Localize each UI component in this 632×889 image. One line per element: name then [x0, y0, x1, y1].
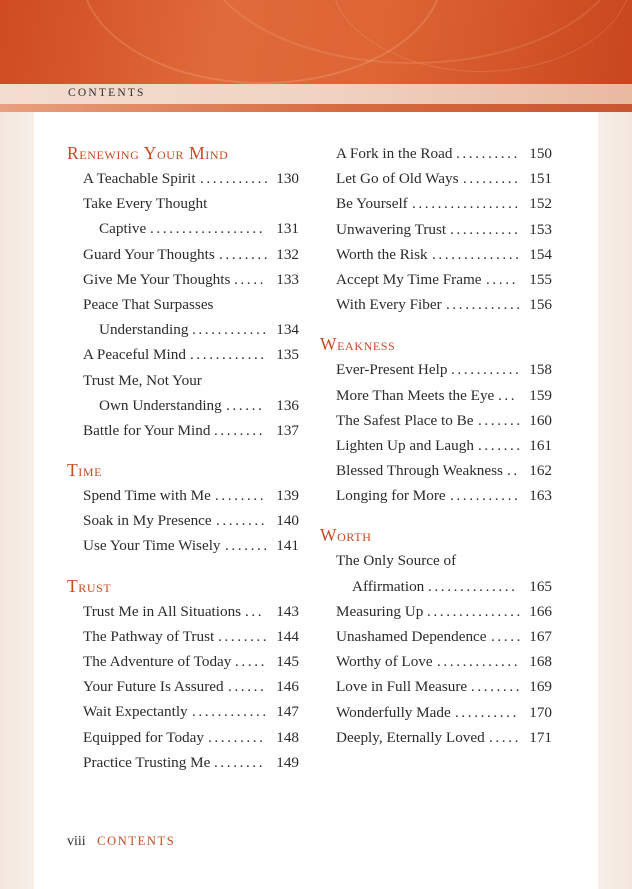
toc-entry[interactable]	[320, 383, 552, 408]
toc-entry[interactable]	[320, 433, 552, 458]
entry-page-number: 151	[529, 170, 552, 188]
dot-leader: ........	[215, 487, 267, 505]
entry-title: Worthy of Love	[336, 653, 433, 671]
toc-column-right	[320, 141, 552, 750]
section-spacer	[67, 559, 299, 574]
entry-title: Use Your Time Wisely	[83, 537, 221, 555]
dot-leader: ...	[498, 386, 518, 404]
header-banner	[0, 0, 632, 84]
toc-entry[interactable]	[67, 317, 299, 342]
entry-title: Understanding	[99, 321, 189, 339]
entry-page-number: 149	[276, 753, 299, 771]
section-spacer	[320, 317, 552, 332]
section-heading: Trust	[67, 575, 112, 596]
dot-leader: ........	[214, 753, 266, 771]
entry-page-number: 153	[529, 220, 552, 238]
entry-page-number: 171	[529, 728, 552, 746]
entry-page-number: 152	[529, 195, 552, 213]
entry-title: Measuring Up	[336, 602, 424, 620]
entry-title: Unwavering Trust	[336, 220, 447, 238]
toc-entry[interactable]	[320, 483, 552, 508]
entry-page-number: 150	[529, 145, 552, 162]
entry-page-number: 136	[276, 396, 299, 414]
toc-entry[interactable]	[67, 292, 299, 317]
dot-leader: .......	[478, 436, 523, 454]
entry-page-number: 140	[276, 512, 299, 530]
toc-entry[interactable]	[67, 342, 299, 367]
entry-title: The Adventure of Today	[83, 653, 232, 670]
toc-column-left	[67, 141, 299, 775]
toc-entry[interactable]	[67, 750, 299, 775]
entry-title: Ever-Present Help	[336, 361, 448, 379]
toc-entry[interactable]	[67, 191, 299, 216]
toc-entry[interactable]	[320, 674, 552, 699]
dot-leader: ...	[245, 602, 265, 620]
dot-leader: ..............	[428, 577, 518, 595]
entry-title: The Only Source of	[336, 552, 457, 570]
toc-entry[interactable]	[320, 458, 552, 483]
entry-title: A Teachable Spirit	[83, 170, 196, 187]
toc-entry[interactable]	[67, 533, 299, 558]
entry-title: The Safest Place to Be	[336, 411, 474, 429]
entry-page-number: 132	[276, 245, 299, 263]
entry-title: Accept My Time Frame	[336, 270, 482, 288]
entry-title: Give Me Your Thoughts	[83, 270, 231, 288]
toc-entry[interactable]	[67, 166, 299, 191]
entry-title: Equipped for Today	[83, 728, 204, 746]
entry-title: Love in Full Measure	[336, 678, 468, 696]
dot-leader: ........	[216, 512, 268, 530]
entry-title: Peace That Surpasses	[83, 295, 214, 313]
entry-title: A Fork in the Road	[336, 145, 453, 162]
section-spacer	[320, 508, 552, 523]
entry-page-number: 148	[276, 728, 299, 746]
running-header: CONTENTS	[68, 87, 146, 99]
entry-page-number: 160	[529, 411, 552, 429]
toc-entry[interactable]	[67, 242, 299, 267]
toc-entry[interactable]	[320, 191, 552, 216]
dot-leader: ......	[228, 678, 267, 696]
page-number: viii	[67, 834, 86, 849]
toc-entry[interactable]	[67, 699, 299, 724]
toc-entry[interactable]	[320, 217, 552, 242]
dot-leader: ...........	[200, 170, 271, 187]
toc-entry[interactable]	[67, 674, 299, 699]
dot-leader: ...........	[450, 487, 521, 505]
entry-title: Unashamed Dependence	[336, 628, 487, 645]
entry-page-number: 135	[276, 346, 299, 364]
page-margin-left	[0, 112, 34, 889]
dot-leader: ........	[214, 421, 266, 439]
entry-title: Be Yourself	[336, 195, 408, 213]
entry-page-number: 137	[276, 421, 299, 439]
toc-entry[interactable]	[67, 418, 299, 443]
toc-entry[interactable]	[67, 393, 299, 418]
toc-entry[interactable]	[320, 166, 552, 191]
entry-page-number: 166	[529, 602, 552, 620]
entry-title: Own Understanding	[99, 396, 222, 414]
dot-leader: .................	[412, 195, 521, 213]
entry-title: Blessed Through Weakness	[336, 462, 503, 480]
dot-leader: .......	[225, 537, 270, 555]
page-margin-right	[598, 112, 632, 889]
toc-entry[interactable]	[320, 599, 552, 624]
toc-entry[interactable]	[67, 508, 299, 533]
dot-leader: ...........	[451, 361, 522, 379]
dot-leader: ..........	[456, 145, 520, 162]
section-heading: Weakness	[320, 334, 396, 355]
entry-page-number: 139	[276, 487, 299, 505]
entry-page-number: 170	[529, 703, 552, 721]
dot-leader: .........	[208, 728, 266, 746]
toc-entry[interactable]	[67, 368, 299, 393]
entry-title: The Pathway of Trust	[83, 627, 215, 645]
entry-page-number: 158	[529, 361, 552, 379]
entry-title: Lighten Up and Laugh	[336, 436, 474, 454]
header-rule	[0, 104, 632, 112]
entry-title: Wonderfully Made	[336, 703, 451, 721]
entry-title: Affirmation	[352, 577, 425, 595]
entry-title: Worth the Risk	[336, 245, 428, 263]
dot-leader: ...........	[450, 220, 521, 238]
dot-leader: ........	[218, 627, 270, 645]
dot-leader: ............	[190, 346, 267, 364]
dot-leader: ...............	[427, 602, 523, 620]
entry-page-number: 162	[529, 462, 552, 480]
entry-page-number: 156	[529, 296, 552, 314]
toc-entry[interactable]	[67, 599, 299, 624]
toc-entry[interactable]	[67, 267, 299, 292]
entry-title: Guard Your Thoughts	[83, 245, 215, 263]
toc-entry[interactable]	[320, 548, 552, 573]
entry-title: Practice Trusting Me	[83, 753, 211, 771]
entry-title: Take Every Thought	[83, 195, 208, 213]
entry-title: A Peaceful Mind	[83, 346, 186, 364]
entry-title: Trust Me, Not Your	[83, 371, 202, 389]
entry-page-number: 141	[276, 537, 299, 555]
entry-page-number: 130	[276, 170, 299, 187]
entry-page-number: 159	[529, 386, 552, 404]
dot-leader: ............	[192, 703, 269, 721]
entry-title: Longing for More	[336, 487, 446, 505]
toc-entry[interactable]	[67, 725, 299, 750]
entry-page-number: 143	[276, 602, 299, 620]
dot-leader: .....	[234, 270, 266, 288]
entry-title: Your Future Is Assured	[83, 678, 224, 696]
toc-entry[interactable]	[67, 216, 299, 241]
dot-leader: .....	[489, 728, 521, 746]
entry-page-number: 155	[529, 270, 552, 288]
entry-title: Trust Me in All Situations	[83, 602, 242, 620]
entry-title: With Every Fiber	[336, 296, 442, 314]
entry-title: Let Go of Old Ways	[336, 170, 459, 188]
entry-title: Captive	[99, 220, 147, 238]
entry-title: Battle for Your Mind	[83, 421, 211, 439]
page-footer	[67, 834, 175, 850]
toc-entry[interactable]	[320, 574, 552, 599]
toc-entry[interactable]	[320, 700, 552, 725]
dot-leader: .....	[491, 628, 523, 645]
entry-title: Soak in My Presence	[83, 512, 212, 530]
entry-page-number: 165	[529, 577, 552, 595]
section-heading: Worth	[320, 525, 372, 546]
entry-title: More Than Meets the Eye	[336, 386, 495, 404]
footer-label: CONTENTS	[97, 834, 176, 848]
entry-title: Wait Expectantly	[83, 703, 188, 721]
toc-entry[interactable]	[67, 649, 299, 674]
entry-page-number: 145	[276, 653, 299, 670]
toc-entry[interactable]	[320, 649, 552, 674]
toc-entry[interactable]	[320, 408, 552, 433]
entry-page-number: 163	[529, 487, 552, 505]
dot-leader: .......	[478, 411, 523, 429]
toc-entry[interactable]	[320, 624, 552, 649]
dot-leader: ............	[192, 321, 269, 339]
entry-page-number: 144	[276, 627, 299, 645]
entry-page-number: 146	[276, 678, 299, 696]
entry-page-number: 161	[529, 436, 552, 454]
toc-entry[interactable]	[67, 483, 299, 508]
dot-leader: .........	[463, 170, 521, 188]
dot-leader: ..........	[455, 703, 519, 721]
entry-page-number: 131	[276, 220, 299, 238]
dot-leader: ........	[219, 245, 271, 263]
entry-page-number: 133	[276, 270, 299, 288]
dot-leader: ........	[471, 678, 523, 696]
entry-page-number: 167	[529, 628, 552, 645]
toc-entry[interactable]	[320, 267, 552, 292]
entry-page-number: 154	[529, 245, 552, 263]
toc-entry[interactable]	[67, 624, 299, 649]
section-heading: Renewing Your Mind	[67, 143, 229, 163]
dot-leader: .............	[437, 653, 521, 671]
section-heading: Time	[67, 460, 103, 481]
dot-leader: ..................	[150, 220, 266, 238]
entry-page-number: 134	[276, 321, 299, 339]
dot-leader: ............	[446, 296, 523, 314]
toc-entry[interactable]	[320, 357, 552, 382]
dot-leader: ..	[507, 462, 520, 480]
entry-page-number: 169	[529, 678, 552, 696]
entry-title: Spend Time with Me	[83, 487, 211, 505]
entry-page-number: 147	[276, 703, 299, 721]
toc-entry[interactable]	[320, 725, 552, 750]
toc-entry[interactable]	[320, 242, 552, 267]
toc-entry[interactable]	[320, 292, 552, 317]
toc-entry[interactable]	[320, 141, 552, 166]
dot-leader: ......	[226, 396, 265, 414]
dot-leader: ..............	[432, 245, 522, 263]
section-spacer	[67, 443, 299, 458]
entry-title: Deeply, Eternally Loved	[336, 728, 485, 746]
entry-page-number: 168	[529, 653, 552, 671]
dot-leader: .....	[486, 270, 518, 288]
dot-leader: .....	[235, 653, 267, 670]
